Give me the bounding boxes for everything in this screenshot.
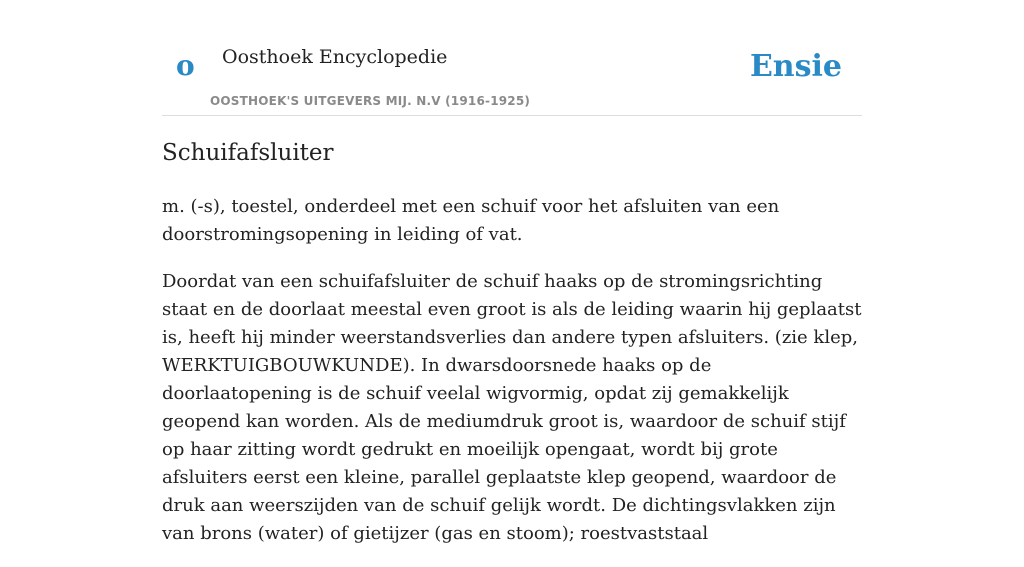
entry-content [162,193,862,567]
publisher-subtitle: OOSTHOEK'S UITGEVERS MIJ. N.V (1916-1925) [210,94,531,108]
description-paragraph: Doordat van een schuifafsluiter de schuif haaks op de stromingsrichting staat en de doorlaat meestal even groot is als de leiding waarin hij geplaatst is, heeft hij minder weerstandsverlies dan andere typen afsluiters. (zie klep, WERKTUIGBOUWKUNDE). In dwarsdoorsnede haaks op de doorlaatopening is de schuif veelal wigvormig, opdat zij gemakkelijk geopend kan worden. Als de mediumdruk groot is, waardoor de schuif stijf op haar zitting wordt gedrukt en moeilijk opengaat, wordt bij grote afsluiters eerst een kleine, parallel geplaatste klep geopend, waardoor de druk aan weerszijden van de schuif gelijk wordt. De dichtingsvlakken zijn van brons (water) of gietijzer (gas en stoom); roestvaststaal [162,271,862,544]
ensie-logo-link[interactable]: Ensie [749,49,842,84]
definition-paragraph: m. (-s), toestel, onderdeel met een schuif voor het afsluiten van een doorstromingsopening in leiding of vat. [162,196,780,245]
entry-title: Schuifafsluiter [162,140,334,166]
header [162,0,862,116]
logo-icon[interactable]: o [176,49,195,82]
site-title[interactable]: Oosthoek Encyclopedie [222,46,448,68]
